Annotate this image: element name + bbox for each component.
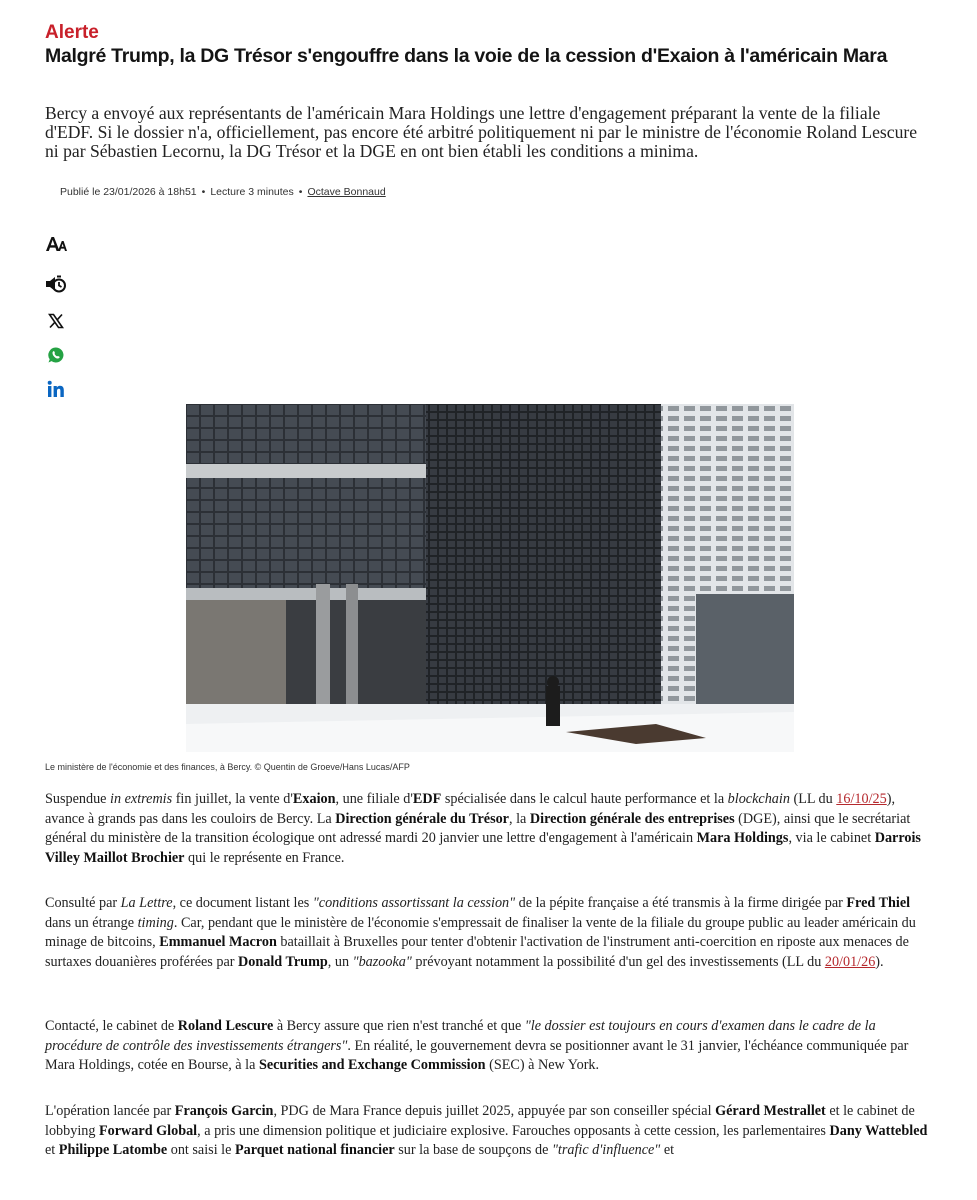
hero-image	[186, 404, 794, 752]
article-headline: Malgré Trump, la DG Trésor s'engouffre dans la voie de la cession d'Exaion à l'américain Mara	[45, 45, 888, 67]
paragraph-3: Contacté, le cabinet de Roland Lescure à Bercy assure que rien n'est tranché et que "le dossier est toujours en cours d'examen dans le cadre de la procédure de contrôle des investissements étrangers". En réalité, le gouvernement devra se positionner avant le 31 janvier, l'échéance communiquée par Mara Holdings, cotée en Bourse, à la Securities and Exchange Commission (SEC) à New York.	[45, 1018, 909, 1073]
audio-icon	[45, 274, 67, 294]
linkedin-icon	[47, 380, 65, 398]
author-link[interactable]: Octave Bonnaud	[307, 186, 386, 198]
article-link-20-01-26[interactable]: 20/01/26	[824, 953, 876, 970]
paragraph-4: L'opération lancée par François Garcin, PDG de Mara France depuis juillet 2025, appuyée par son conseiller spécial Gérard Mestrallet et le cabinet de lobbying Forward Global, a pris une dimension politique et judiciaire explosive. Farouches opposants à cette cession, les parlementaires Dany Wattebled et Philippe Latombe ont saisi le Parquet national financier sur la base de soupçons de "trafic d'influence" et	[45, 1103, 928, 1158]
share-x-button[interactable]	[44, 309, 68, 333]
font-size-button[interactable]	[44, 232, 68, 256]
x-icon	[48, 313, 64, 329]
article-lead: Bercy a envoyé aux représentants de l'américain Mara Holdings une lettre d'engagement préparant la vente de la filiale d'EDF. Si le dossier n'a, officiellement, pas encore été arbitré politiquement ni par le ministre de l'économie Roland Lescure ni par Sébastien Lecornu, la DG Trésor et la DGE en ont bien établi les conditions a minima.	[45, 103, 918, 161]
alert-kicker: Alerte	[45, 22, 99, 43]
meta-separator: •	[298, 186, 303, 198]
paragraph-2: Consulté par La Lettre, ce document listant les "conditions assortissant la cession" de la pépite française a été transmis à la firme dirigée par Fred Thiel dans un étrange timing. Car, pendant que le ministère de l'économie s'empressait de finaliser la vente de la filiale du groupe public au leader américain du minage de bitcoins, Emmanuel Macron bataillait à Bruxelles pour tenter d'obtenir l'activation de l'instrument anti-coercition en riposte aux menaces de surtaxes douanières proférées par Donald Trump, un "bazooka" prévoyant notamment la possibilité d'un gel des investissements (LL du 20/01/26).	[45, 895, 916, 970]
article-meta	[60, 186, 386, 198]
paragraph-1: Suspendue in extremis fin juillet, la vente d'Exaion, une filiale d'EDF spécialisée dans le calcul haute performance et la blockchain (LL du 16/10/25), avance à grands pas dans les couloirs de Bercy. La Direction générale du Trésor, la Direction générale des entreprises (DGE), ainsi que le secrétariat général du ministère de la transition écologique ont adressé mardi 20 janvier une lettre d'engagement à l'américain Mara Holdings, via le cabinet Darrois Villey Maillot Brochier qui le représente en France.	[45, 791, 921, 866]
whatsapp-icon	[47, 346, 65, 364]
listen-button[interactable]	[44, 272, 68, 296]
reading-time: Lecture 3 minutes	[210, 186, 294, 198]
article-link-16-10-25[interactable]: 16/10/25	[836, 791, 887, 807]
building-photo	[186, 404, 794, 752]
share-linkedin-button[interactable]	[44, 377, 68, 401]
share-whatsapp-button[interactable]	[44, 343, 68, 367]
image-caption: Le ministère de l'économie et des finances, à Bercy. © Quentin de Groeve/Hans Lucas/AFP	[45, 762, 410, 772]
meta-separator: •	[201, 186, 206, 198]
font-size-icon	[45, 236, 67, 252]
publish-date: Publié le 23/01/2026 à 18h51	[60, 186, 197, 198]
